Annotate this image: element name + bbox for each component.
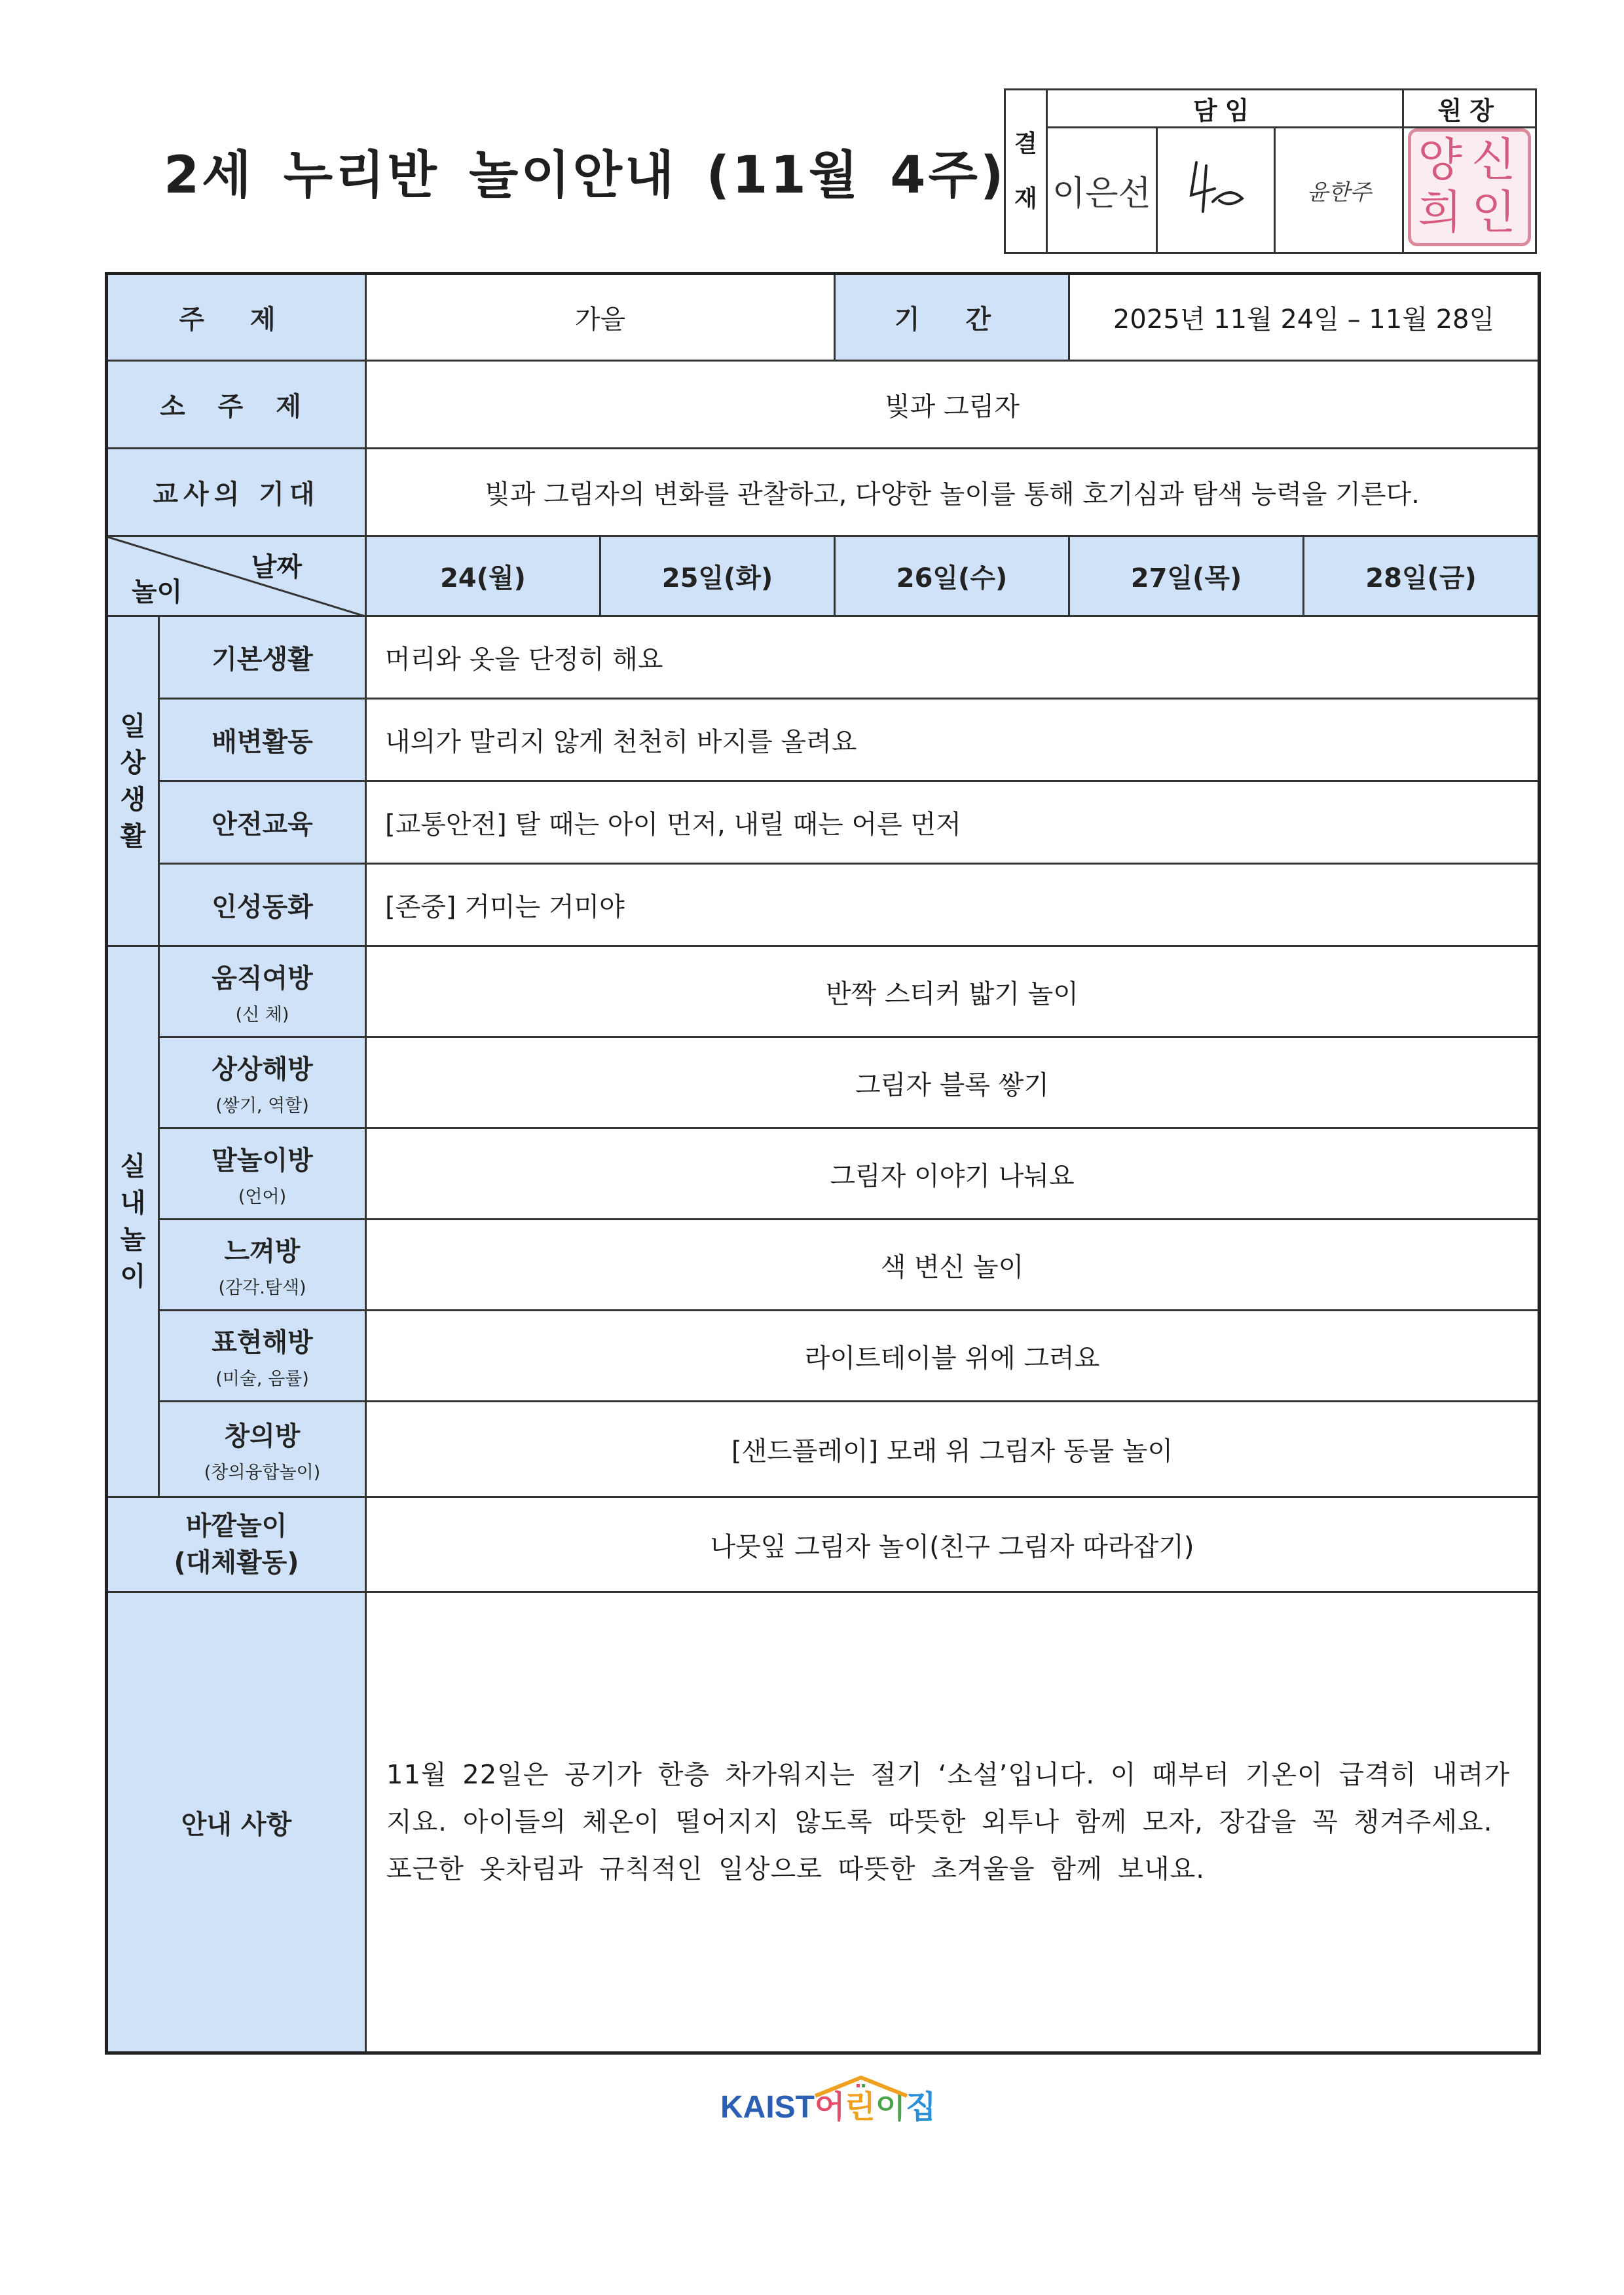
indoor-area-name: 말놀이방 [212, 1146, 313, 1176]
notice-label: 안내 사항 [107, 1592, 366, 2053]
daily-life-label: 안전교육 [159, 781, 366, 864]
indoor-play-group-label: 실내놀이 [120, 1151, 146, 1292]
approval-label-bottom: 재 [1014, 185, 1037, 212]
stamp-char-3: 희 [1418, 185, 1462, 239]
expectation-label: 교사의 기대 [107, 449, 366, 536]
indoor-play-group [107, 946, 159, 1497]
indoor-area-sub: (언어) [238, 1187, 287, 1207]
footer-brand: KAIST [720, 2090, 815, 2125]
indoor-area-name: 표현해방 [212, 1328, 313, 1358]
stamp-char-4: 인 [1471, 185, 1516, 239]
approval-header-director: 원장 [1403, 90, 1536, 128]
subtopic-label: 소 주 제 [107, 361, 366, 449]
indoor-area-value: [샌드플레이] 모래 위 그림자 동물 놀이 [366, 1402, 1540, 1497]
daily-life-group [107, 616, 159, 946]
director-stamp [1408, 128, 1531, 246]
signature-1: 이은선 [1046, 128, 1156, 253]
signature-2 [1156, 128, 1275, 253]
indoor-area-label [159, 1037, 366, 1129]
footer-char: 어 [815, 2089, 845, 2125]
indoor-area-sub: (쌓기, 역할) [215, 1096, 309, 1116]
indoor-area-label [159, 946, 366, 1037]
signature-3: 윤한주 [1275, 128, 1403, 253]
outdoor-label-1: 바깥놀이 [185, 1511, 287, 1541]
day-mon: 24(월) [366, 536, 600, 616]
indoor-area-name: 움직여방 [212, 963, 313, 994]
daily-life-value: 머리와 옷을 단정히 해요 [366, 616, 1540, 699]
approval-label-top: 결 [1014, 130, 1037, 157]
outdoor-label-2: (대체활동) [174, 1548, 299, 1578]
indoor-area-value: 그림자 블록 쌓기 [366, 1037, 1540, 1129]
indoor-area-name: 창의방 [224, 1421, 301, 1451]
outdoor-label [107, 1497, 366, 1592]
weekly-plan-table [105, 272, 1541, 2055]
indoor-area-value: 그림자 이야기 나눠요 [366, 1129, 1540, 1220]
indoor-area-name: 느껴방 [224, 1237, 301, 1267]
logo-roof-icon [812, 2075, 910, 2099]
period-value: 2025년 11월 24일 – 11월 28일 [1069, 274, 1540, 361]
footer-char: 이 [875, 2089, 906, 2125]
diag-play-label: 놀이 [132, 577, 183, 607]
period-label: 기 간 [835, 274, 1069, 361]
expectation-value: 빛과 그림자의 변화를 관찰하고, 다양한 놀이를 통해 호기심과 탐색 능력을 기른다. [366, 449, 1540, 536]
indoor-area-sub: (감각.탐색) [218, 1278, 306, 1298]
director-stamp-cell [1403, 128, 1536, 253]
daily-life-label: 기본생활 [159, 616, 366, 699]
indoor-area-label [159, 1311, 366, 1402]
page-title: 2세 누리반 놀이안내 (11월 4주) [164, 146, 1006, 205]
daily-life-value: 내의가 말리지 않게 천천히 바지를 올려요 [366, 699, 1540, 781]
daily-life-value: [교통안전] 탈 때는 아이 먼저, 내릴 때는 어른 먼저 [366, 781, 1540, 864]
day-fri: 28일(금) [1304, 536, 1540, 616]
topic-label: 주 제 [107, 274, 366, 361]
daily-life-value: [존중] 거미는 거미야 [366, 864, 1540, 946]
daily-life-group-label: 일상생활 [120, 711, 146, 851]
topic-value: 가을 [366, 274, 835, 361]
indoor-area-label [159, 1402, 366, 1497]
approval-header-homeroom: 담임 [1046, 90, 1403, 128]
stamp-char-2: 신 [1471, 133, 1516, 187]
day-wed: 26일(수) [835, 536, 1069, 616]
indoor-area-sub: (창의융합놀이) [204, 1462, 321, 1483]
approval-label [1005, 90, 1047, 253]
footer-char: 린 [845, 2089, 876, 2125]
daily-life-label: 인성동화 [159, 864, 366, 946]
indoor-area-sub: (신 체) [235, 1005, 289, 1025]
day-thu: 27일(목) [1069, 536, 1304, 616]
date-play-header [107, 536, 366, 616]
outdoor-value: 나뭇잎 그림자 놀이(친구 그림자 따라잡기) [366, 1497, 1540, 1592]
day-tue: 25일(화) [600, 536, 835, 616]
daily-life-label: 배변활동 [159, 699, 366, 781]
indoor-area-label [159, 1129, 366, 1220]
notice-text: 11월 22일은 공기가 한층 차가워지는 절기 ‘소설’입니다. 이 때부터 기온이 급격히 내려가지요. 아이들의 체온이 떨어지지 않도록 따뜻한 외투나 함께 모자, 장갑을 꼭 챙겨주세요. 포근한 옷차림과 규칙적인 일상으로 따뜻한 초겨울을 함께 보내요. [366, 1592, 1540, 2053]
indoor-area-name: 상상해방 [212, 1054, 313, 1085]
footer-char: 집 [906, 2089, 936, 2125]
indoor-area-value: 색 변신 놀이 [366, 1220, 1540, 1311]
approval-box [1004, 88, 1537, 254]
subtopic-value: 빛과 그림자 [366, 361, 1540, 449]
indoor-area-value: 라이트테이블 위에 그려요 [366, 1311, 1540, 1402]
diag-date-label: 날짜 [251, 552, 302, 582]
indoor-area-value: 반짝 스티커 밟기 놀이 [366, 946, 1540, 1037]
signature-2-mark [1177, 149, 1255, 221]
indoor-area-label [159, 1220, 366, 1311]
stamp-char-1: 양 [1418, 133, 1462, 187]
indoor-area-sub: (미술, 음률) [215, 1369, 309, 1389]
